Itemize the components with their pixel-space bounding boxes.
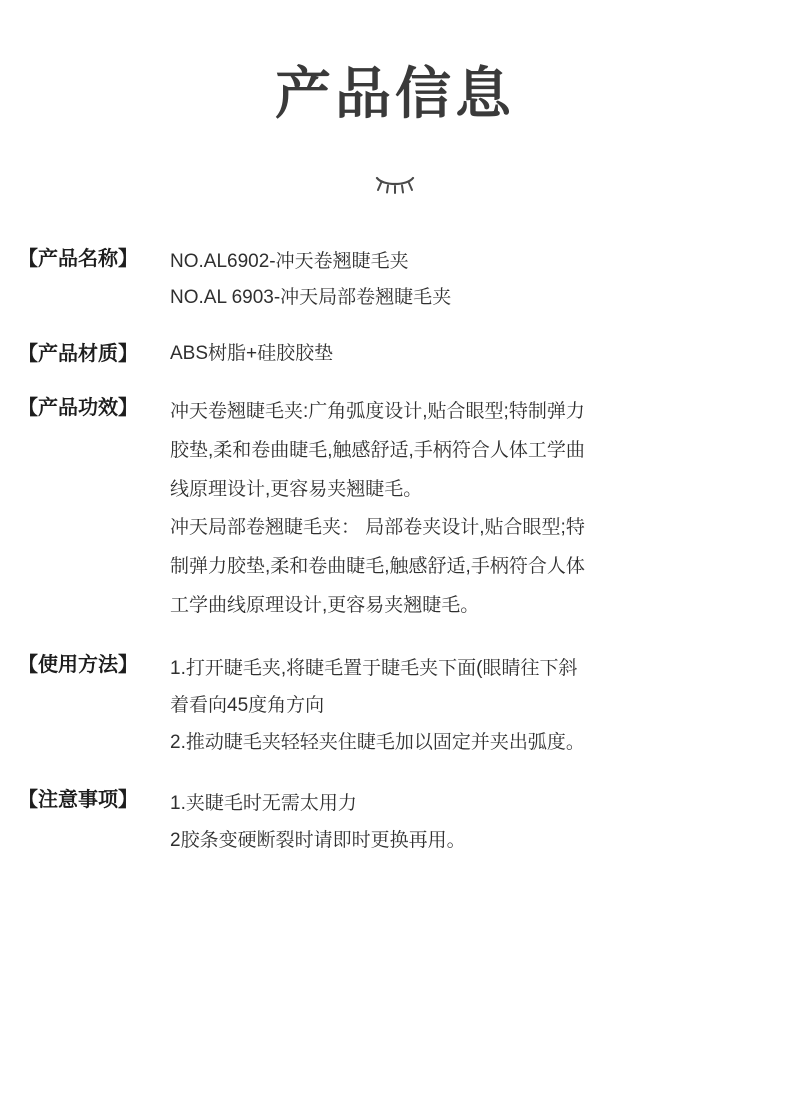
spec-value-line: 线原理设计,更容易夹翘睫毛。 [170,478,423,500]
spec-table [0,244,790,859]
spec-label: 【产品功效】 [18,396,138,419]
eyelash-ornament-icon [373,181,417,198]
spec-value-line: 制弹力胶垫,柔和卷曲睫毛,触感舒适,手柄符合人体 [170,556,585,578]
spec-row-efficacy [18,393,768,627]
spec-label: 【产品材质】 [18,342,138,365]
spec-value-line: 1.打开睫毛夹,将睫毛置于睫毛夹下面(眼睛往下斜 [170,658,578,680]
spec-value-line: 2.推动睫毛夹轻轻夹住睫毛加以固定并夹出弧度。 [170,732,585,754]
spec-value-line: NO.AL6902-冲天卷翘睫毛夹 [170,251,409,273]
spec-value-line: 胶垫,柔和卷曲睫毛,触感舒适,手柄符合人体工学曲 [170,439,585,461]
spec-label: 【注意事项】 [18,789,138,812]
title-block [0,0,790,126]
spec-row-cautions [18,785,768,859]
spec-value-line: 工学曲线原理设计,更容易夹翘睫毛。 [170,595,480,617]
spec-row-material [18,339,768,369]
spec-row-product-name [18,244,768,314]
page-title: 产品信息 [275,62,515,125]
spec-value-line: 冲天卷翘睫毛夹:广角弧度设计,贴合眼型;特制弹力 [170,400,585,422]
spec-value-line: NO.AL 6903-冲天局部卷翘睫毛夹 [170,286,452,308]
spec-value-line: 2胶条变硬断裂时请即时更换再用。 [170,830,466,852]
spec-label: 【使用方法】 [18,654,138,677]
spec-row-usage [18,650,768,761]
spec-value [170,339,768,368]
spec-value-line: 冲天局部卷翘睫毛夹： 局部卷夹设计,贴合眼型;特 [170,517,585,539]
spec-value [170,393,768,627]
spec-label: 【产品名称】 [18,248,138,271]
spec-value-line: ABS树脂+硅胶胶垫 [170,342,334,364]
ornament [0,172,790,202]
spec-value [170,785,768,859]
spec-value [170,244,768,314]
spec-value-line: 1.夹睫毛时无需太用力 [170,793,357,815]
spec-value-line: 着看向45度角方向 [170,695,325,717]
spec-value [170,650,768,761]
